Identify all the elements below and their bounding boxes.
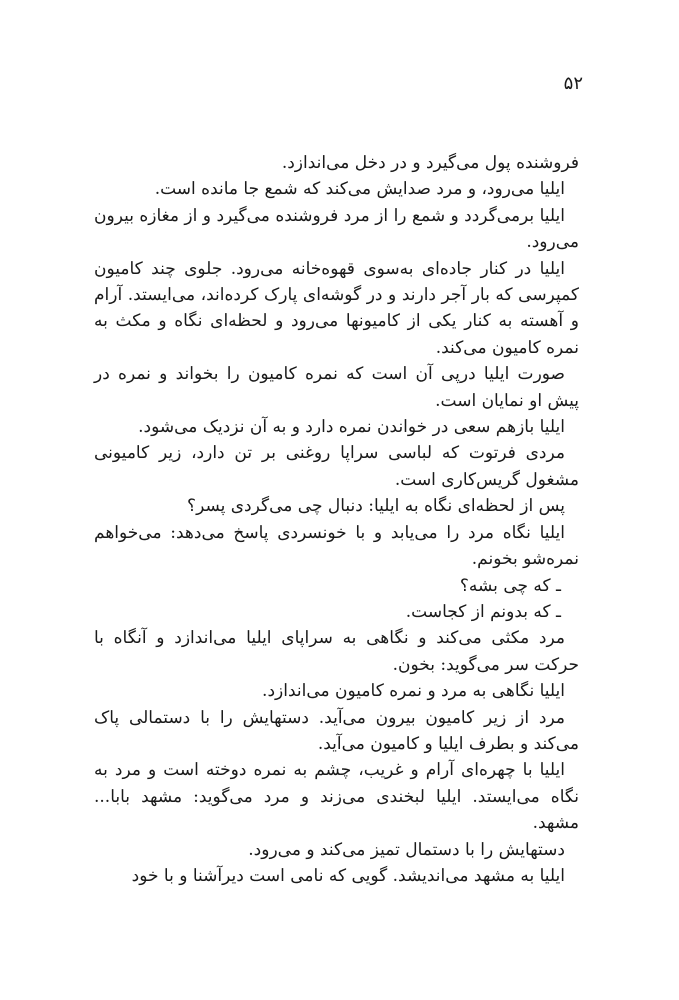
paragraph: مرد مکثی می‌کند و نگاهی به سراپای ایلیا می‌اندازد و آنگاه با حرکت سر می‌گوید: بخون. — [94, 628, 579, 675]
paragraph: ایلیا به مشهد می‌اندیشد. گویی که نامی است دیرآشنا و با خود — [131, 865, 565, 886]
paragraph: ایلیا با چهره‌ای آرام و غریب، چشم به نمره دوخته است و مرد به نگاه می‌ایستد. ایلیا لبخندی می‌زند و مرد می‌گوید: مشهد بابا... مشهد. — [94, 760, 579, 834]
dialog-line: ـ که بدونم از کجاست. — [405, 601, 561, 622]
paragraph: دستهایش را با دستمال تمیز می‌کند و می‌رود. — [248, 839, 565, 860]
paragraph: ایلیا می‌رود، و مرد صدایش می‌کند که شمع جا مانده است. — [154, 179, 565, 200]
paragraph: صورت ایلیا درپی آن است که نمره کامیون را بخواند و نمره در پیش او نمایان است. — [94, 364, 579, 411]
page-number: ۵۲ — [563, 73, 583, 94]
paragraph: ایلیا در کنار جاده‌ای به‌سوی قهوه‌خانه می‌رود. جلوی چند کامیون کمپرسی که بار آجر دارند و در گوشه‌ای پارک کرده‌اند، می‌ایستد. آرام و آهسته به کنار یکی از کامیونها می‌رود و لحظه‌ای نگاه و مکث به نمره کامیون می‌کند. — [94, 258, 579, 358]
paragraph: مرد از زیر کامیون بیرون می‌آید. دستهایش را با دستمالی پاک می‌کند و بطرف ایلیا و کامیون می‌آید. — [94, 707, 579, 754]
paragraph: پس از لحظه‌ای نگاه به ایلیا: دنبال چی می‌گردی پسر؟ — [187, 496, 565, 517]
paragraph: ایلیا نگاهی به مرد و نمره کامیون می‌اندازد. — [262, 681, 565, 702]
paragraph: ایلیا نگاه مرد را می‌یابد و با خونسردی پاسخ می‌دهد: می‌خواهم نمره‌شو بخونم. — [94, 522, 579, 570]
body-text — [94, 150, 579, 889]
paragraph: ایلیا بازهم سعی در خواندن نمره دارد و به آن نزدیک می‌شود. — [138, 417, 565, 438]
paragraph: ایلیا برمی‌گردد و شمع را از مرد فروشنده می‌گیرد و از مغازه بیرون می‌رود. — [94, 205, 579, 253]
paragraph: فروشنده پول می‌گیرد و در دخل می‌اندازد. — [281, 153, 579, 173]
paragraph: مردی فرتوت که لباسی سراپا روغنی بر تن دارد، زیر کامیونی مشغول گریس‌کاری است. — [94, 443, 579, 490]
dialog-line: ـ که چی بشه؟ — [459, 575, 561, 596]
